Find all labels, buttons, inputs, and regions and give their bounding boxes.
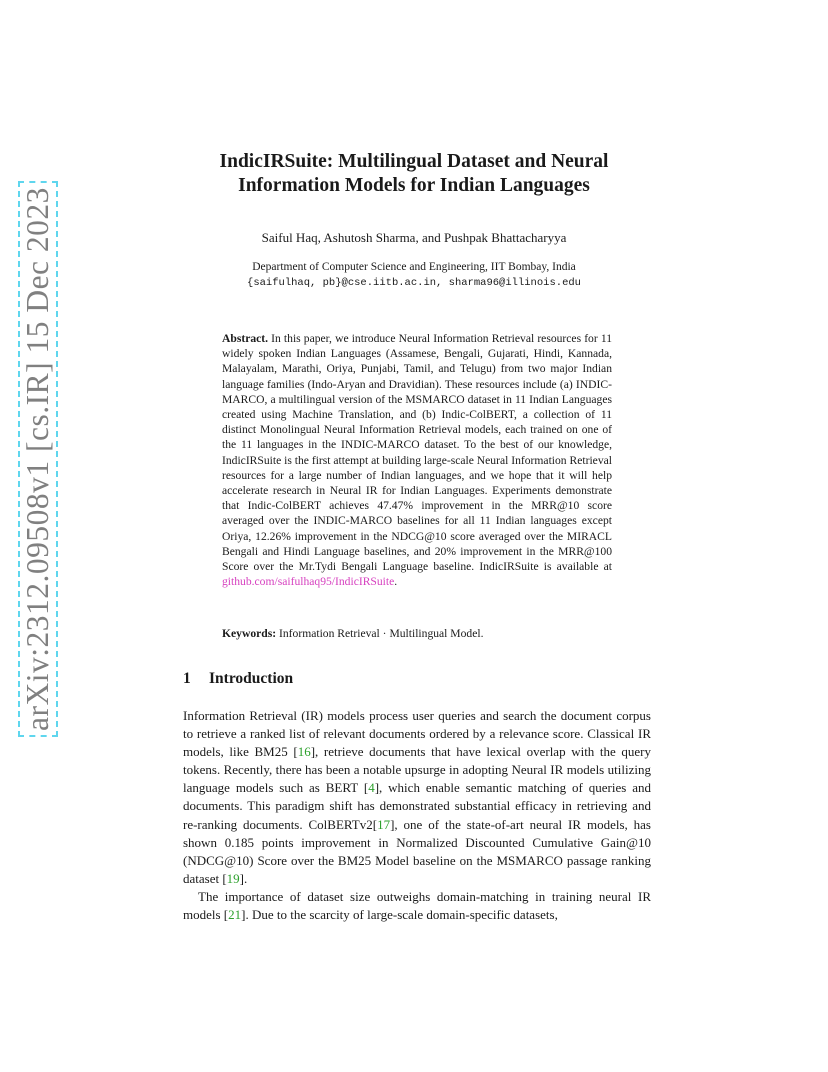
citation-link[interactable]: 17 (377, 816, 391, 832)
citation-link[interactable]: 4 (368, 780, 375, 796)
author-emails: {saifulhaq, pb}@cse.iitb.ac.in, sharma96@illinois.edu (247, 277, 581, 289)
citation-link[interactable]: 16 (297, 744, 311, 760)
abstract-text: In this paper, we introduce Neural Information Retrieval resources for 11 widely spoken Indian Languages (Assamese, Bengali, Gujarati, Hindi, Kannada, Malayalam, Marathi, Oriya, Punjabi, Tamil, and Telugu) from two major Indian language families (Indo-Aryan and Dravidian). These resources include (a) INDIC-MARCO, a multilingual version of the MSMARCO dataset in 11 Indian Languages created using Machine Translation, and (b) Indic-ColBERT, a collection of 11 distinct Monolingual Neural Information Retrieval models, each trained on one of the 11 languages in the INDIC-MARCO dataset. To the best of our knowledge, IndicIRSuite is the first attempt at building large-scale Neural Information Retrieval resources for a large number of Indian languages, and we hope that it will help accelerate research in Neural IR for Indian Languages. Experiments demonstrate that Indic-ColBERT achieves 47.47% improvement in the MRR@10 score averaged over the INDIC-MARCO baselines for all 11 Indian languages except Oriya, 12.26% improvement in the NDCG@10 score averaged over the MIRACL Bengali and Hindi Language baselines, and 20% improvement in the MRR@100 Score over the Mr.Tydi Bengali Language baseline. IndicIRSuite is available at (222, 332, 612, 574)
author-list: Saiful Haq, Ashutosh Sharma, and Pushpak Bhattacharyya (261, 230, 567, 245)
text-run: ], retrieve documents that have lexical overlap with the query tokens. Recently, there has been a notable upsurge in adopting Neural IR models utilizing language models such as BERT [ (183, 744, 651, 796)
affiliation: Department of Computer Science and Engineering, IIT Bombay, India (252, 261, 576, 273)
github-link[interactable]: github.com/saifulhaq95/IndicIRSuite (222, 575, 395, 589)
affiliation-block (150, 259, 678, 291)
abstract-label: Abstract. (222, 332, 269, 345)
text-run: Information Retrieval (IR) models process user queries and search the document corpus to retrieve a ranked list of relevant documents ordered by a relevance score. Classical IR models, like BM25 [ (183, 708, 651, 760)
citation-link[interactable]: 19 (226, 870, 240, 886)
abstract-end: . (394, 575, 398, 589)
arxiv-identifier[interactable]: arXiv:2312.09508v1 [cs.IR] 15 Dec 2023 (18, 181, 58, 737)
section-heading (183, 670, 293, 688)
text-run: ], which enable semantic matching of queries and documents. This paradigm shift has demonstrated substantial efficacy in retrieving and re-ranking documents. ColBERTv2[ (183, 780, 651, 832)
paper-title (150, 150, 678, 198)
citation-link[interactable]: 21 (228, 907, 242, 923)
text-run: ]. Due to the scarcity of large-scale domain-specific datasets, (241, 907, 558, 923)
title-line-2: Information Models for Indian Languages (238, 175, 590, 196)
keywords (222, 626, 612, 641)
keywords-label: Keywords: (222, 627, 277, 640)
introduction-body (183, 707, 651, 924)
text-run: ]. (239, 870, 248, 886)
section-number: 1 (183, 670, 191, 687)
text-run: The importance of dataset size outweighs domain-matching in training neural IR models [ (183, 888, 651, 923)
text-run: ], one of the state-of-art neural IR models, has shown 0.185 points improvement in Normalized Discounted Cumulative Gain@10 (NDCG@10) Score over the BM25 Model baseline on the MSMARCO passage ranking dataset [ (183, 816, 651, 886)
intro-paragraph-2 (183, 888, 651, 924)
abstract (222, 331, 612, 589)
title-line-1: IndicIRSuite: Multilingual Dataset and Neural (219, 151, 609, 172)
intro-paragraph-1 (183, 707, 651, 888)
section-title: Introduction (209, 670, 294, 687)
keywords-text: Information Retrieval · Multilingual Model. (279, 627, 484, 640)
